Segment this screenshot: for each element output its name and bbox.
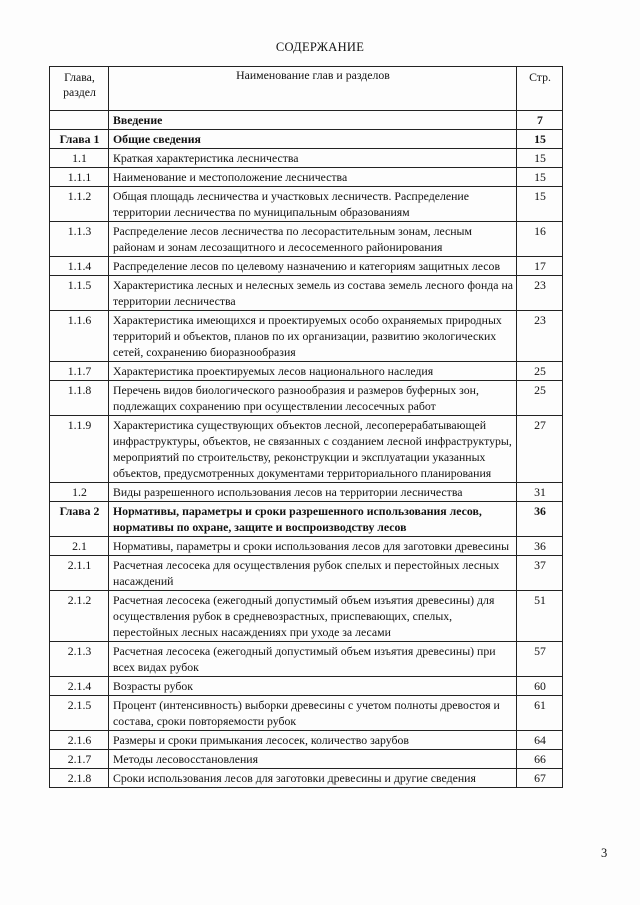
toc-row-title: Нормативы, параметры и сроки использования лесов для заготовки древесины <box>109 537 517 556</box>
toc-row-number: 2.1.8 <box>50 769 109 788</box>
toc-row-page: 15 <box>517 149 563 168</box>
toc-row-page: 15 <box>517 168 563 187</box>
toc-row <box>50 187 563 222</box>
toc-row-title: Расчетная лесосека (ежегодный допустимый объем изъятия древесины) для осуществления рубок в средневозрастных, приспевающих, спелых, перестойных лесных насаждениях при уходе за лесами <box>109 591 517 642</box>
toc-row-page: 60 <box>517 677 563 696</box>
toc-row <box>50 483 563 502</box>
toc-row <box>50 311 563 362</box>
toc-row-number: 2.1.2 <box>50 591 109 642</box>
toc-row <box>50 677 563 696</box>
toc-header-row <box>50 67 563 111</box>
toc-row <box>50 696 563 731</box>
toc-row-number: 1.1.5 <box>50 276 109 311</box>
toc-row <box>50 591 563 642</box>
header-title: Наименование глав и разделов <box>109 67 517 111</box>
toc-row-page: 51 <box>517 591 563 642</box>
toc-row <box>50 276 563 311</box>
toc-row <box>50 257 563 276</box>
toc-row-page: 15 <box>517 130 563 149</box>
toc-row-number: 2.1.4 <box>50 677 109 696</box>
toc-row <box>50 642 563 677</box>
toc-row <box>50 222 563 257</box>
toc-row-title: Характеристика существующих объектов лесной, лесоперерабатывающей инфраструктуры, объектов, не связанных с созданием лесной инфраструктуры, мероприятий по строительству, реконструкции и эксплуатации указанных объектов, предусмотренных документами территориального планирования <box>109 416 517 483</box>
toc-row-title: Общая площадь лесничества и участковых лесничеств. Распределение территории лесничества по муниципальным образованиям <box>109 187 517 222</box>
toc-row-number: 1.1.6 <box>50 311 109 362</box>
toc-row-page: 57 <box>517 642 563 677</box>
toc-row <box>50 168 563 187</box>
toc-row-page: 66 <box>517 750 563 769</box>
toc-row-title: Наименование и местоположение лесничества <box>109 168 517 187</box>
toc-row-title: Расчетная лесосека для осуществления рубок спелых и перестойных лесных насаждений <box>109 556 517 591</box>
toc-row-number: 1.1.1 <box>50 168 109 187</box>
toc-row-title: Расчетная лесосека (ежегодный допустимый объем изъятия древесины) при всех видах рубок <box>109 642 517 677</box>
toc-row <box>50 769 563 788</box>
toc-row-number: Глава 2 <box>50 502 109 537</box>
toc-row <box>50 381 563 416</box>
toc-row-title: Возрасты рубок <box>109 677 517 696</box>
toc-row-title: Общие сведения <box>109 130 517 149</box>
toc-row-title: Распределение лесов лесничества по лесорастительным зонам, лесным районам и зонам лесозащитного и лесосеменного районирования <box>109 222 517 257</box>
toc-row <box>50 416 563 483</box>
toc-row <box>50 130 563 149</box>
toc-row-title: Краткая характеристика лесничества <box>109 149 517 168</box>
toc-row-title: Характеристика имеющихся и проектируемых особо охраняемых природных территорий и объектов, планов по их организации, развитию экологических сетей, сохранению биоразнообразия <box>109 311 517 362</box>
toc-row <box>50 149 563 168</box>
toc-row-page: 25 <box>517 362 563 381</box>
toc-row-page: 67 <box>517 769 563 788</box>
toc-row-number: 1.1.3 <box>50 222 109 257</box>
toc-row-page: 7 <box>517 111 563 130</box>
toc-row-title: Виды разрешенного использования лесов на территории лесничества <box>109 483 517 502</box>
header-page: Стр. <box>517 67 563 111</box>
toc-row-title: Характеристика лесных и нелесных земель из состава земель лесного фонда на территории лесничества <box>109 276 517 311</box>
toc-row-page: 27 <box>517 416 563 483</box>
toc-row-number: 1.1.7 <box>50 362 109 381</box>
toc-row-page: 15 <box>517 187 563 222</box>
page-number: 3 <box>601 846 608 860</box>
toc-row-page: 23 <box>517 276 563 311</box>
toc-table <box>49 66 563 788</box>
toc-row-number: Глава 1 <box>50 130 109 149</box>
toc-row-page: 37 <box>517 556 563 591</box>
toc-body <box>50 67 563 788</box>
toc-row-page: 23 <box>517 311 563 362</box>
toc-row <box>50 750 563 769</box>
toc-row-number: 2.1.6 <box>50 731 109 750</box>
toc-row-page: 36 <box>517 537 563 556</box>
toc-row-number: 1.1.2 <box>50 187 109 222</box>
toc-row-title: Распределение лесов по целевому назначению и категориям защитных лесов <box>109 257 517 276</box>
toc-row-page: 25 <box>517 381 563 416</box>
toc-row-number: 2.1.1 <box>50 556 109 591</box>
toc-row-number: 1.1.9 <box>50 416 109 483</box>
toc-row-number: 2.1 <box>50 537 109 556</box>
toc-row-page: 16 <box>517 222 563 257</box>
toc-row <box>50 111 563 130</box>
toc-row-page: 64 <box>517 731 563 750</box>
toc-row-page: 31 <box>517 483 563 502</box>
toc-row <box>50 502 563 537</box>
toc-row-title: Нормативы, параметры и сроки разрешенного использования лесов, нормативы по охране, защите и воспроизводству лесов <box>109 502 517 537</box>
toc-row-title: Процент (интенсивность) выборки древесины с учетом полноты древостоя и состава, сроки повторяемости рубок <box>109 696 517 731</box>
toc-row-number: 2.1.7 <box>50 750 109 769</box>
toc-row-title: Методы лесовосстановления <box>109 750 517 769</box>
toc-row-number: 1.2 <box>50 483 109 502</box>
toc-row-number: 1.1.8 <box>50 381 109 416</box>
header-chapter: Глава, раздел <box>50 67 109 111</box>
toc-row-title: Перечень видов биологического разнообразия и размеров буферных зон, подлежащих сохранению при осуществлении лесосечных работ <box>109 381 517 416</box>
toc-row <box>50 537 563 556</box>
toc-row <box>50 362 563 381</box>
toc-row-number: 1.1 <box>50 149 109 168</box>
toc-row-title: Размеры и сроки примыкания лесосек, количество зарубов <box>109 731 517 750</box>
toc-row-number <box>50 111 109 130</box>
toc-row-page: 61 <box>517 696 563 731</box>
toc-row-title: Введение <box>109 111 517 130</box>
toc-row-title: Характеристика проектируемых лесов национального наследия <box>109 362 517 381</box>
toc-row <box>50 731 563 750</box>
toc-row-number: 2.1.5 <box>50 696 109 731</box>
toc-row-number: 1.1.4 <box>50 257 109 276</box>
toc-row-page: 36 <box>517 502 563 537</box>
toc-row-number: 2.1.3 <box>50 642 109 677</box>
page-title: СОДЕРЖАНИЕ <box>275 40 365 54</box>
toc-row-title: Сроки использования лесов для заготовки древесины и другие сведения <box>109 769 517 788</box>
toc-row <box>50 556 563 591</box>
toc-row-page: 17 <box>517 257 563 276</box>
